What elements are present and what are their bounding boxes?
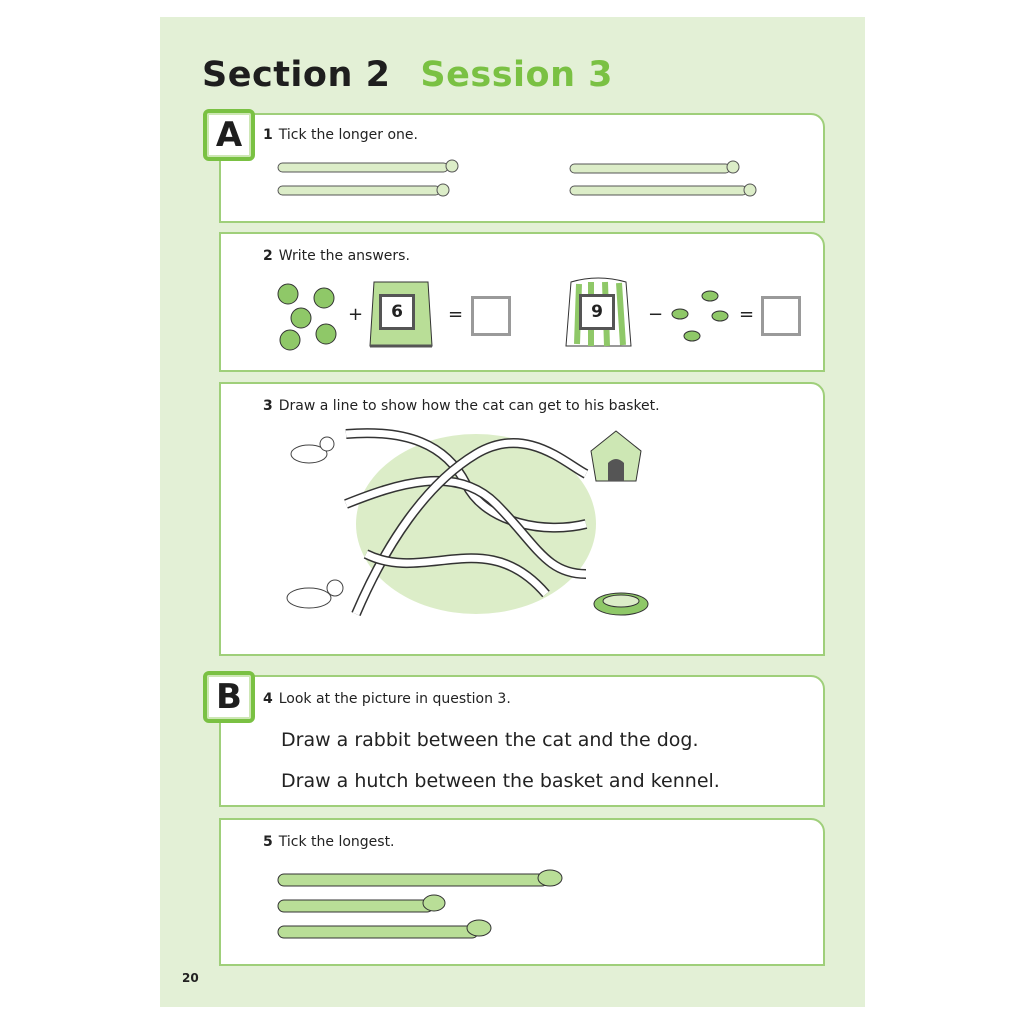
page-number: 20 (182, 971, 199, 985)
snake-body (278, 926, 478, 938)
question-text: Write the answers. (278, 248, 410, 264)
worm-body (278, 163, 448, 172)
worm-body (570, 164, 730, 173)
button-icon (316, 324, 336, 344)
session-label: Session 3 (420, 55, 614, 95)
sweets-group (668, 286, 738, 346)
question-3-box (219, 382, 825, 656)
question-text: Draw a line to show how the cat can get to his basket. (278, 398, 660, 414)
question-text: Tick the longer one. (278, 127, 418, 143)
part-a-badge: A (203, 109, 255, 161)
question-1-box (219, 113, 825, 223)
snakes-group[interactable] (276, 870, 576, 950)
question-number: 1 (263, 127, 273, 143)
button-icon (291, 308, 311, 328)
question-text: Look at the picture in question 3. (278, 691, 511, 707)
minus-sign: − (648, 304, 664, 325)
maze[interactable] (346, 424, 586, 624)
question-4-prompt (263, 691, 511, 707)
button-icon (314, 288, 334, 308)
worm-body (278, 186, 440, 195)
snake-head (538, 870, 562, 886)
question-text: Tick the longest. (278, 834, 395, 850)
cat-icon (281, 432, 341, 472)
question-2-box (219, 232, 825, 372)
snake-body (278, 900, 433, 912)
part-b-badge: B (203, 671, 255, 723)
worm-head (437, 184, 449, 196)
worms-pair-left[interactable] (276, 159, 466, 201)
worm-head (446, 160, 458, 172)
question-5-prompt (263, 834, 395, 850)
basket-icon (591, 589, 651, 619)
bag-value-2: 9 (591, 302, 603, 322)
worm-body (570, 186, 747, 195)
sweet-icon (702, 291, 718, 301)
question-5-box (219, 818, 825, 966)
answer-box-1[interactable] (471, 296, 511, 336)
bag-value-1: 6 (391, 302, 403, 322)
page-title (202, 55, 613, 95)
sweet-icon (672, 309, 688, 319)
question-2-prompt (263, 248, 410, 264)
bag-value-box-1 (379, 294, 415, 330)
equals-sign-1: = (448, 304, 464, 325)
snake-head (423, 895, 445, 911)
question-1-prompt (263, 127, 418, 143)
sweet-icon (712, 311, 728, 321)
section-label: Section 2 (202, 55, 391, 95)
worksheet-page (160, 17, 865, 1007)
plus-sign: + (348, 304, 364, 325)
question-4-box (219, 675, 825, 807)
sweet-icon (684, 331, 700, 341)
worm-head (744, 184, 756, 196)
button-icon (278, 284, 298, 304)
question-number: 3 (263, 398, 273, 414)
worm-head (727, 161, 739, 173)
question-3-prompt (263, 398, 660, 414)
instruction-line-1: Draw a rabbit between the cat and the dog. (281, 729, 699, 751)
instruction-line-2: Draw a hutch between the basket and kennel. (281, 770, 720, 792)
button-icon (280, 330, 300, 350)
snake-body (278, 874, 548, 886)
question-number: 2 (263, 248, 273, 264)
question-number: 5 (263, 834, 273, 850)
kennel-icon (586, 429, 646, 484)
worms-pair-right[interactable] (568, 159, 758, 201)
dog-icon (279, 574, 349, 619)
bag-value-box-2 (579, 294, 615, 330)
answer-box-2[interactable] (761, 296, 801, 336)
buttons-group (276, 282, 346, 352)
equals-sign-2: = (739, 304, 755, 325)
snake-head (467, 920, 491, 936)
question-number: 4 (263, 691, 273, 707)
